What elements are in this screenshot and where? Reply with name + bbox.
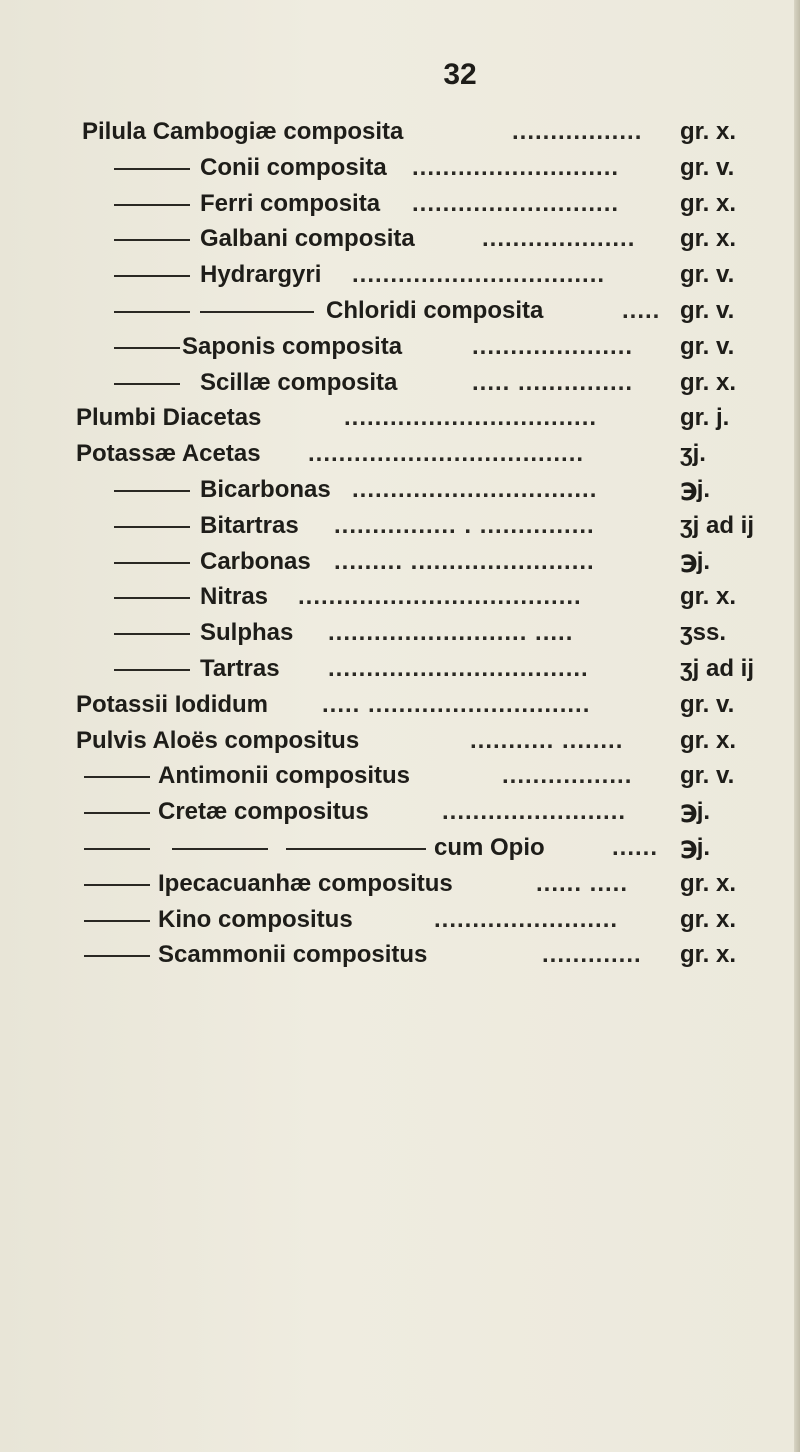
entry-dose: gr. x. xyxy=(680,905,737,933)
entry-dose: ℈j. xyxy=(680,798,711,826)
entry-name: Carbonas xyxy=(200,547,311,575)
list-item xyxy=(72,365,800,401)
ditto-dash xyxy=(84,920,150,922)
leader-dots: .......................... ..... xyxy=(328,619,574,647)
leader-dots: ........... ........ xyxy=(470,726,624,754)
leader-dots: ............. xyxy=(542,941,642,969)
leader-dots: ...... ..... xyxy=(536,869,629,897)
ditto-dash xyxy=(84,776,150,778)
ditto-dash xyxy=(286,848,426,850)
ditto-dash xyxy=(114,239,190,241)
ditto-dash xyxy=(114,347,180,349)
entry-name: Plumbi Diacetas xyxy=(76,404,262,432)
ditto-dash xyxy=(114,669,190,671)
page-number: 32 xyxy=(443,58,477,91)
ditto-dash xyxy=(114,168,190,170)
entry-dose: gr. x. xyxy=(680,118,737,145)
entry-dose: ʒj. xyxy=(680,440,706,468)
leader-dots: ................................. xyxy=(352,261,606,289)
ditto-dash xyxy=(114,383,180,385)
leader-dots: .................................. xyxy=(328,654,589,682)
list-item xyxy=(72,579,800,615)
ditto-dash xyxy=(84,884,150,886)
list-item xyxy=(72,687,800,723)
entry-dose: gr. x. xyxy=(680,941,737,969)
entry-name: Ferri composita xyxy=(200,189,381,217)
entry-name: Potassæ Acetas xyxy=(76,440,261,468)
entry-dose: gr. x. xyxy=(680,583,737,611)
entry-dose: gr. v. xyxy=(680,261,735,289)
list-item xyxy=(72,186,800,222)
ditto-dash xyxy=(114,490,190,492)
entry-dose: gr. x. xyxy=(680,726,737,754)
list-item xyxy=(72,508,800,544)
leader-dots: ...... xyxy=(612,833,659,861)
entry-name: Kino compositus xyxy=(158,905,353,933)
ditto-dash xyxy=(84,812,150,814)
entry-dose: ℈j. xyxy=(680,547,711,575)
entry-name: Potassii Iodidum xyxy=(76,690,269,718)
entry-dose: ℈j. xyxy=(680,833,711,861)
list-item xyxy=(72,436,800,472)
ditto-dash xyxy=(84,955,150,957)
ditto-dash xyxy=(114,204,190,206)
entry-dose: gr. j. xyxy=(680,404,730,432)
list-item xyxy=(72,902,800,938)
entry-name: Sulphas xyxy=(200,619,294,647)
entry-dose: ʒss. xyxy=(680,619,726,647)
leader-dots: ........................ xyxy=(442,798,627,826)
list-item xyxy=(72,651,800,687)
entry-dose: gr. x. xyxy=(680,869,737,897)
list-item xyxy=(72,758,800,794)
list-item xyxy=(72,866,800,902)
entry-name: Nitras xyxy=(200,583,269,611)
entry-name: Saponis composita xyxy=(182,332,403,360)
entry-dose: gr. v. xyxy=(680,332,735,360)
list-item xyxy=(72,723,800,759)
leader-dots: ..................... xyxy=(472,332,634,360)
list-item xyxy=(72,293,800,329)
list-item xyxy=(72,830,800,866)
leader-dots: ..... xyxy=(622,296,661,324)
dosage-list xyxy=(72,114,800,973)
leader-dots: ................ . ............... xyxy=(334,511,595,539)
entry-dose: gr. x. xyxy=(680,189,737,217)
leader-dots: ..... ............................. xyxy=(322,690,591,718)
leader-dots: ..... ............... xyxy=(472,368,634,396)
list-item xyxy=(72,937,800,973)
entry-name: Conii composita xyxy=(200,153,387,181)
ditto-dash xyxy=(84,848,150,850)
leader-dots: ........................... xyxy=(412,189,620,217)
entry-name: Bitartras xyxy=(200,511,299,539)
ditto-dash xyxy=(200,311,314,313)
entry-name: Galbani composita xyxy=(200,225,415,253)
entry-name: Hydrargyri xyxy=(200,261,322,289)
list-item xyxy=(72,400,800,436)
entry-dose: gr. x. xyxy=(680,368,737,396)
entry-dose: gr. v. xyxy=(680,296,735,324)
list-item xyxy=(72,221,800,257)
entry-dose: gr. x. xyxy=(680,225,737,253)
entry-name: Cretæ compositus xyxy=(158,798,369,826)
ditto-dash xyxy=(114,597,190,599)
entry-name: Pulvis Aloës compositus xyxy=(76,726,360,754)
leader-dots: ................................. xyxy=(344,404,598,432)
leader-dots: ................. xyxy=(502,762,633,790)
leader-dots: ......... ........................ xyxy=(334,547,595,575)
list-item xyxy=(72,114,800,150)
ditto-dash xyxy=(172,848,268,850)
list-item xyxy=(72,544,800,580)
list-item xyxy=(72,150,800,186)
entry-name: Ipecacuanhæ compositus xyxy=(158,869,453,897)
ditto-dash xyxy=(114,275,190,277)
entry-name: Chloridi composita xyxy=(326,296,544,324)
ditto-dash xyxy=(114,311,190,313)
list-item xyxy=(72,472,800,508)
entry-name: Bicarbonas xyxy=(200,475,331,503)
leader-dots: .................... xyxy=(482,225,636,253)
entry-dose: ʒj ad ij xyxy=(680,511,754,539)
leader-dots: ........................... xyxy=(412,153,620,181)
leader-dots: ........................ xyxy=(434,905,619,933)
ditto-dash xyxy=(114,633,190,635)
entry-name: Scammonii compositus xyxy=(158,941,428,969)
entry-dose: gr. v. xyxy=(680,690,735,718)
entry-name: Antimonii compositus xyxy=(158,762,410,790)
entry-name: Tartras xyxy=(200,654,280,682)
leader-dots: ..................................... xyxy=(298,583,582,611)
list-item xyxy=(72,257,800,293)
entry-name: Scillæ composita xyxy=(200,368,398,396)
leader-dots: ................................ xyxy=(352,475,598,503)
entry-name: cum Opio xyxy=(434,833,545,861)
list-item xyxy=(72,329,800,365)
entry-name: Pilula Cambogiæ composita xyxy=(82,118,404,145)
leader-dots: ................. xyxy=(512,118,643,145)
leader-dots: .................................... xyxy=(308,440,585,468)
entry-dose: gr. v. xyxy=(680,762,735,790)
entry-dose: ʒj ad ij xyxy=(680,654,754,682)
entry-dose: ℈j. xyxy=(680,475,711,503)
list-item xyxy=(72,794,800,830)
ditto-dash xyxy=(114,562,190,564)
entry-dose: gr. v. xyxy=(680,153,735,181)
list-item xyxy=(72,615,800,651)
ditto-dash xyxy=(114,526,190,528)
